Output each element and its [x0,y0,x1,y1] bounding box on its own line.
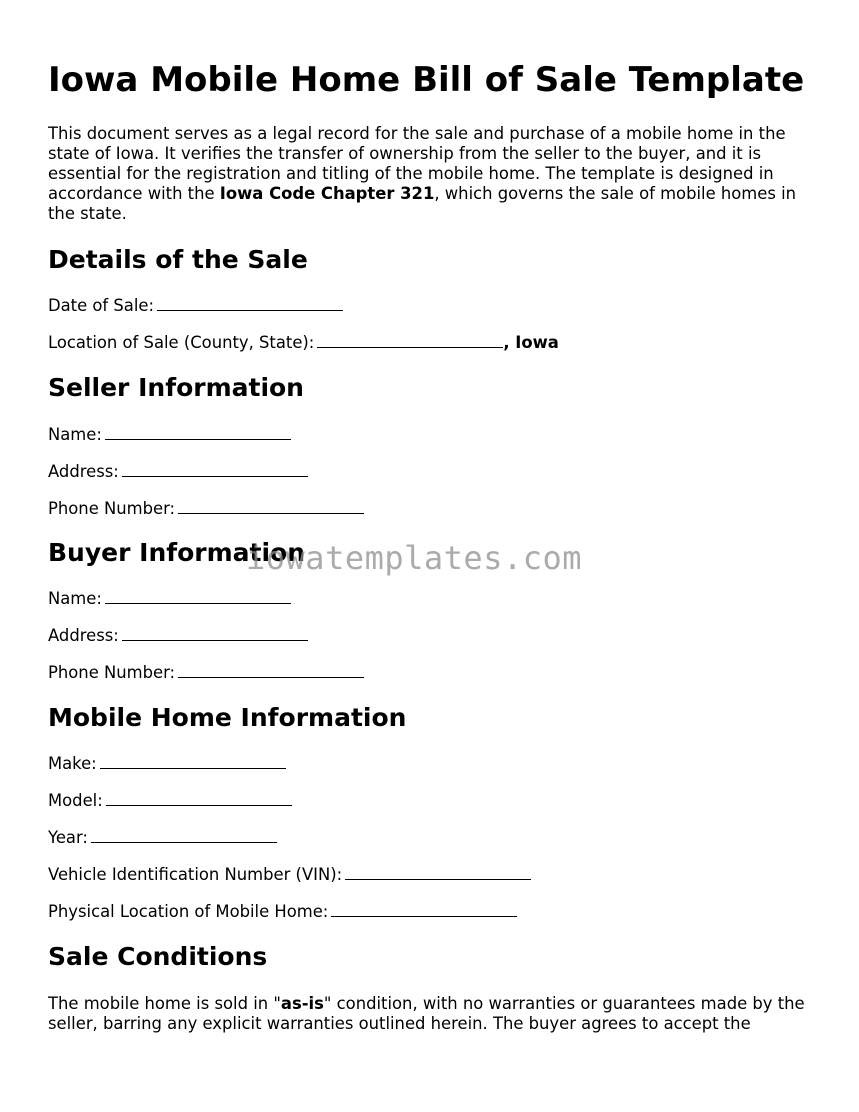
make-field [48,754,286,774]
seller-phone-blank[interactable] [178,499,364,514]
make-label: Make: [48,754,97,773]
location-of-sale-blank[interactable] [317,333,503,348]
intro-code-reference: Iowa Code Chapter 321 [219,184,435,203]
make-blank[interactable] [100,754,286,769]
seller-name-blank[interactable] [105,425,291,440]
year-blank[interactable] [91,828,277,843]
model-blank[interactable] [106,791,292,806]
watermark: iowatemplates.com [246,539,583,577]
seller-address-field [48,462,308,482]
date-of-sale-field [48,296,343,316]
seller-name-field [48,425,291,445]
location-of-sale-label: Location of Sale (County, State): [48,333,315,352]
buyer-address-field [48,626,308,646]
date-of-sale-label: Date of Sale: [48,296,155,315]
mobile-home-heading: Mobile Home Information [48,703,407,732]
buyer-address-blank[interactable] [122,626,308,641]
document-title: Iowa Mobile Home Bill of Sale Template [48,60,805,100]
buyer-address-label: Address: [48,626,119,645]
details-heading: Details of the Sale [48,245,308,274]
physical-location-blank[interactable] [331,902,517,917]
physical-location-field [48,902,517,922]
intro-paragraph [48,124,818,224]
buyer-phone-label: Phone Number: [48,663,176,682]
buyer-phone-blank[interactable] [178,663,364,678]
location-state-suffix: , Iowa [503,333,559,352]
seller-heading: Seller Information [48,373,304,402]
sale-conditions-heading: Sale Conditions [48,942,268,971]
conditions-as-is: as-is [280,994,324,1013]
vin-field [48,865,531,885]
location-of-sale-field [48,333,559,353]
intro-text-1: This document serves as a legal record for the sale and purchase of a mobile home in the state of Iowa. It verifies the transfer of ownership from the seller to the buyer, and it is essential for the registration and titling of the mobile home. The template is designed in accordance with the [48,124,786,203]
physical-location-label: Physical Location of Mobile Home: [48,902,329,921]
intro-text-2: , which governs the sale of mobile homes in the state. [48,184,797,223]
model-label: Model: [48,791,103,810]
vin-blank[interactable] [345,865,531,880]
seller-address-label: Address: [48,462,119,481]
buyer-name-label: Name: [48,589,102,608]
buyer-name-blank[interactable] [105,589,291,604]
date-of-sale-blank[interactable] [157,296,343,311]
sale-conditions-paragraph [48,994,818,1034]
conditions-text-1: The mobile home is sold in " [48,994,281,1013]
buyer-phone-field [48,663,364,683]
seller-address-blank[interactable] [122,462,308,477]
year-label: Year: [48,828,88,847]
year-field [48,828,277,848]
vin-label: Vehicle Identification Number (VIN): [48,865,343,884]
conditions-text-2: " condition, with no warranties or guarantees made by the seller, barring any explicit warranties outlined herein. The buyer agrees to accept the [48,994,805,1033]
model-field [48,791,292,811]
buyer-heading: Buyer Information [48,538,306,567]
seller-phone-field [48,499,364,519]
seller-phone-label: Phone Number: [48,499,176,518]
seller-name-label: Name: [48,425,102,444]
buyer-name-field [48,589,291,609]
